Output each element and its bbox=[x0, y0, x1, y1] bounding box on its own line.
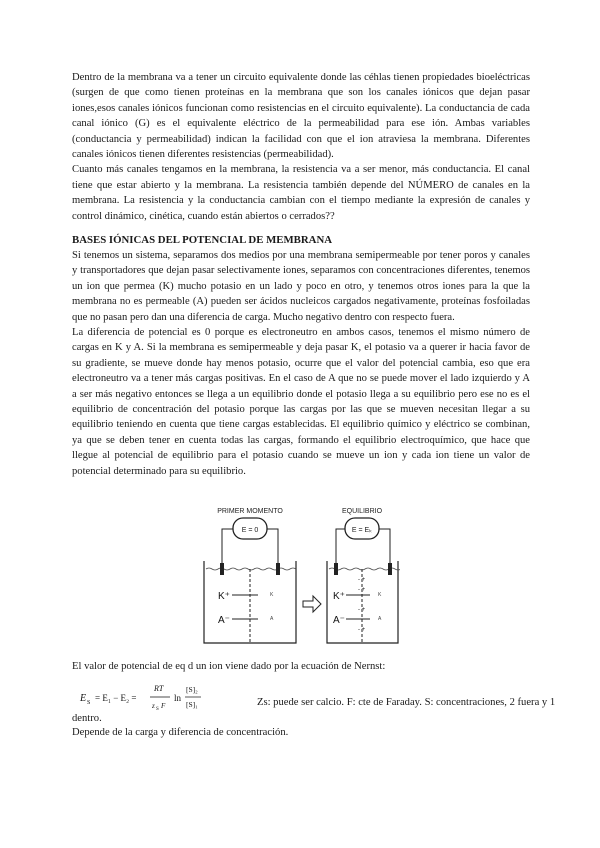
membrane-potential-diagram bbox=[200, 503, 400, 651]
eq-frac-den: [S]₁ bbox=[186, 700, 198, 709]
left-a-small: A bbox=[270, 616, 274, 622]
right-k-small: K bbox=[378, 592, 382, 598]
eq-mid: = E₁ − E₂ = bbox=[95, 693, 137, 703]
right-charge-column-3: - + bbox=[358, 607, 366, 613]
right-a-label: A⁻ bbox=[333, 615, 345, 626]
left-panel-title: PRIMER MOMENTO bbox=[217, 508, 283, 515]
right-charge-column-4: - + bbox=[358, 627, 366, 633]
paragraph-semipermeable-system: Si tenemos un sistema, separamos dos medios por una membrana semipermeable por tener poros y canales y transportadores que dejan pasar selectivamente iones, separamos con concentraciones diferentes, tenemos un ion que permea (K) mucho potasio en un lado y poco en otro, y tenemos otros iones para la que la membrana no es permeable (A) pueden ser ácidos nucleicos cargados negativamente, proteínas fosfoiladas que no pasan pero dan una diferencia de carga. Mucho negativo dentro con respecto fuera. bbox=[72, 250, 530, 323]
left-k-small: K bbox=[270, 592, 274, 598]
right-wire-right bbox=[379, 529, 390, 563]
section-heading: BASES IÓNICAS DEL POTENCIAL DE MEMBRANA bbox=[72, 234, 333, 246]
right-meter-label: E = Eₖ bbox=[351, 527, 373, 534]
eq-frac-num: [S]₂ bbox=[186, 685, 198, 694]
right-panel bbox=[327, 508, 400, 643]
right-wire-left bbox=[336, 529, 345, 563]
eq-den: z bbox=[152, 702, 155, 710]
left-k-label: K⁺ bbox=[218, 591, 230, 602]
eq-num: RT bbox=[154, 684, 164, 693]
left-wire-left bbox=[222, 529, 233, 563]
right-k-label: K⁺ bbox=[333, 591, 345, 602]
left-wire-right bbox=[267, 529, 278, 563]
paragraph-circuit-equivalent: Dentro de la membrana va a tener un circuito equivalente donde las céhlas tienen propiedades bioeléctricas (surgen de que como tienen proteínas en la membrana que son los canales iónicos que dejan pasar iones,esos canales iónicos funcionan como resistencias en el circuito equivalente). La conductancia de cada canal iónico (G) es el equivalente eléctrico de la permeabilidad para ese ión. Ambas variables (conductancia y permeabilidad) indican la facilidad con que el ion atraviesa la membrana. Diferentes canales iónicos tienen diferentes resistencias (permeabilidad). bbox=[72, 72, 530, 161]
left-a-label: A⁻ bbox=[218, 615, 230, 626]
left-electrode-left bbox=[220, 563, 224, 575]
left-panel bbox=[204, 508, 296, 643]
left-water-surface bbox=[206, 568, 296, 570]
eq-lhs: E bbox=[80, 693, 87, 704]
transition-arrow bbox=[303, 596, 321, 612]
eq-den-sub: S bbox=[156, 707, 159, 712]
ionic-bases-section bbox=[72, 233, 530, 479]
eq-ln: ln bbox=[174, 693, 182, 703]
left-electrode-right bbox=[276, 563, 280, 575]
eq-lhs-sub: S bbox=[87, 700, 91, 706]
paragraph-potential-difference: La diferencia de potencial es 0 porque es electroneutro en ambos casos, tenemos el mismo número de cargas en K y A. Si la membrana es semipermeable y deja pasar K, el potasio va a querer ir hacia favor de su gradiente, se mueve donde hay menos potasio, ocurre que el valor del potencial cambia, eso que era electroneutro va a tener más cargas positivas. En el caso de A que no se puede mover el lado izquierdo y A a ser más negativo entonces se llega a un equilibrio donde el potasio llega a su equilibrio pero ese no es el equilibrio de concentración del potasio porque las cargas por las que se mueven necesitan llegar a su equilibrio teniendo en cuenta que tiene cargas establecidas. El equilibrio químico y eléctrico se combinan, ya que se deben tener en cuenta todas las cargas, formando el equilibrio electroquímico, que hace que llegue al potencial de equilibrio para el potasio cuando se mueve un ion y cada ion tiene un valor de potencial determinado para su equilibrio. bbox=[72, 327, 530, 477]
right-charge-column-2: - + bbox=[358, 587, 366, 593]
formula-note: Zs: puede ser calcio. F: cte de Faraday. S: concentraciones, 2 fuera y 1 bbox=[257, 697, 556, 708]
eq-den-f: F bbox=[161, 702, 166, 710]
closing-sentence: Depende de la carga y diferencia de concentración. bbox=[72, 727, 289, 738]
right-charge-column: - + bbox=[358, 577, 366, 583]
right-panel-title: EQUILIBRIO bbox=[341, 508, 383, 515]
right-electrode-right bbox=[388, 563, 392, 575]
nernst-equation bbox=[78, 680, 248, 714]
intro-section bbox=[72, 70, 530, 224]
right-a-small: A bbox=[378, 616, 382, 622]
paragraph-channels-resistance: Cuanto más canales tengamos en la membrana, la resistencia va a ser menor, más conductancia. El canal tiene que estar abierto y la membrana. La resistencia también depende del NÚMERO de canales en la membrana. La resistencia y la conductancia cambian con el tiempo mediante la expresión de canales y control dinámico, cinética, cuando están abiertos o cerrados?? bbox=[72, 164, 530, 222]
formula-note-continuation: dentro. bbox=[72, 713, 102, 724]
nernst-intro: El valor de potencial de eq d un ion viene dado por la ecuación de Nernst: bbox=[72, 661, 386, 672]
left-meter-label: E = 0 bbox=[241, 527, 259, 534]
right-electrode-left bbox=[334, 563, 338, 575]
